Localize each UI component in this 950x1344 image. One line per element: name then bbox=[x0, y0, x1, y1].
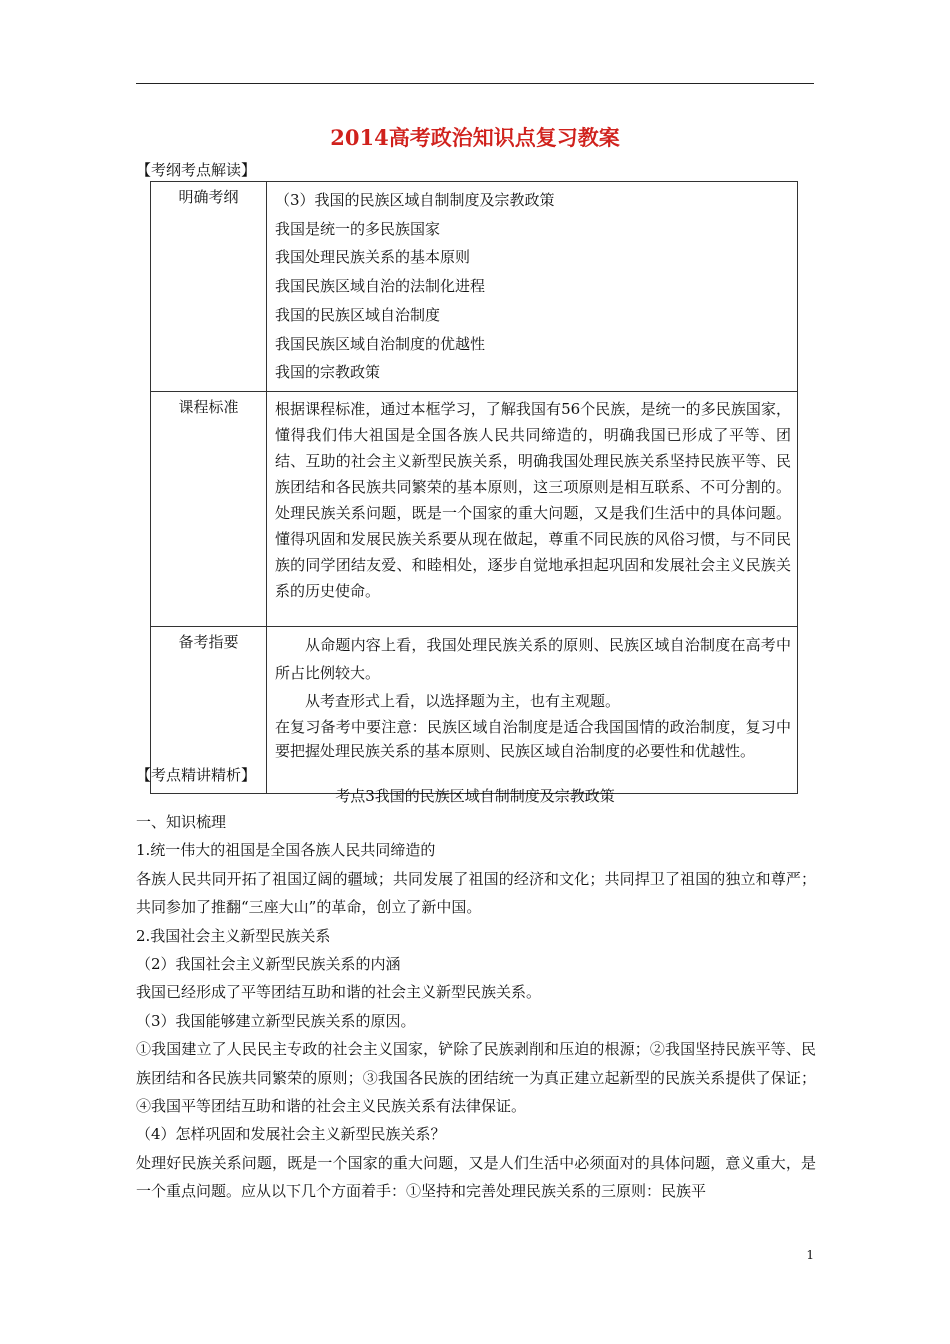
page-number: 1 bbox=[806, 1248, 814, 1262]
guide-paragraph: 在复习备考中要注意：民族区域自治制度是适合我国国情的政治制度，复习中要把握处理民族关系的基本原则、民族区域自治制度的必要性和优越性。 bbox=[275, 717, 791, 760]
body-text bbox=[136, 808, 816, 1206]
outline-table bbox=[150, 181, 798, 794]
table-row-outline bbox=[151, 182, 798, 392]
document-title: 2014高考政治知识点复习教案 bbox=[330, 125, 620, 150]
outline-item: 我国民族区域自治的法制化进程 bbox=[275, 277, 486, 296]
body-heading: 2.我国社会主义新型民族关系 bbox=[136, 926, 331, 945]
body-paragraph: 处理好民族关系问题，既是一个国家的重大问题，又是人们生活中必须面对的具体问题，意义重大，是一个重点问题。应从以下几个方面着手：①坚持和完善处理民族关系的三原则：民族平 bbox=[136, 1153, 816, 1201]
standard-text: 根据课程标准，通过本框学习，了解我国有56个民族，是统一的多民族国家，懂得我们伟大祖国是全国各族人民共同缔造的，明确我国已形成了平等、团结、互助的社会主义新型民族关系，明确我国处理民族关系坚持民族平等、民族团结和各民族共同繁荣的基本原则，这三项原则是相互联系、不可分割的。处理民族关系问题，既是一个国家的重大问题，又是我们生活中的具体问题。懂得巩固和发展民族关系要从现在做起，尊重不同民族的风俗习惯，与不同民族的同学团结友爱、和睦相处，逐步自觉地承担起巩固和发展社会主义民族关系的历史使命。 bbox=[275, 399, 791, 600]
section-label-analysis: 【考点精讲精析】 bbox=[136, 766, 257, 784]
section-label-outline: 【考纲考点解读】 bbox=[136, 161, 257, 179]
body-heading: （3）我国能够建立新型民族关系的原因。 bbox=[136, 1011, 416, 1030]
outline-item: 我国处理民族关系的基本原则 bbox=[275, 248, 471, 267]
outline-item: 我国是统一的多民族国家 bbox=[275, 219, 441, 238]
guide-paragraph: 从命题内容上看，我国处理民族关系的原则、民族区域自治制度在高考中所占比例较大。 bbox=[275, 635, 791, 682]
guide-paragraph: 从考查形式上看，以选择题为主，也有主观题。 bbox=[305, 691, 621, 710]
body-heading: 1.统一伟大的祖国是全国各族人民共同缔造的 bbox=[136, 841, 436, 860]
standard-cell bbox=[267, 391, 798, 626]
outline-list bbox=[267, 182, 798, 392]
header-rule bbox=[136, 83, 814, 84]
row-label-guide: 备考指要 bbox=[151, 626, 267, 793]
row-label-standard: 课程标准 bbox=[151, 391, 267, 626]
body-heading: （4）怎样巩固和发展社会主义新型民族关系？ bbox=[136, 1125, 446, 1144]
row-label-outline: 明确考纲 bbox=[151, 182, 267, 392]
body-paragraph: ①我国建立了人民民主专政的社会主义国家，铲除了民族剥削和压迫的根源；②我国坚持民族平等、民族团结和各民族共同繁荣的原则；③我国各民族的团结统一为真正建立起新型的民族关系提供了保证；④我国平等团结互助和谐的社会主义民族关系有法律保证。 bbox=[136, 1040, 816, 1116]
body-heading: 一、知识梳理 bbox=[136, 813, 227, 831]
guide-cell bbox=[267, 626, 798, 793]
outline-item: （3）我国的民族区域自制制度及宗教政策 bbox=[275, 191, 555, 209]
body-heading: （2）我国社会主义新型民族关系的内涵 bbox=[136, 955, 401, 974]
body-paragraph: 我国已经形成了平等团结互助和谐的社会主义新型民族关系。 bbox=[136, 983, 542, 1002]
outline-item: 我国民族区域自治制度的优越性 bbox=[275, 334, 486, 353]
outline-item: 我国的民族区域自治制度 bbox=[275, 305, 441, 324]
outline-item: 我国的宗教政策 bbox=[275, 363, 381, 382]
topic-subtitle: 考点3我国的民族区域自制制度及宗教政策 bbox=[335, 787, 615, 805]
table-row-standard bbox=[151, 391, 798, 626]
body-paragraph: 各族人民共同开拓了祖国辽阔的疆域；共同发展了祖国的经济和文化；共同捍卫了祖国的独立和尊严；共同参加了推翻“三座大山”的革命，创立了新中国。 bbox=[136, 869, 816, 917]
